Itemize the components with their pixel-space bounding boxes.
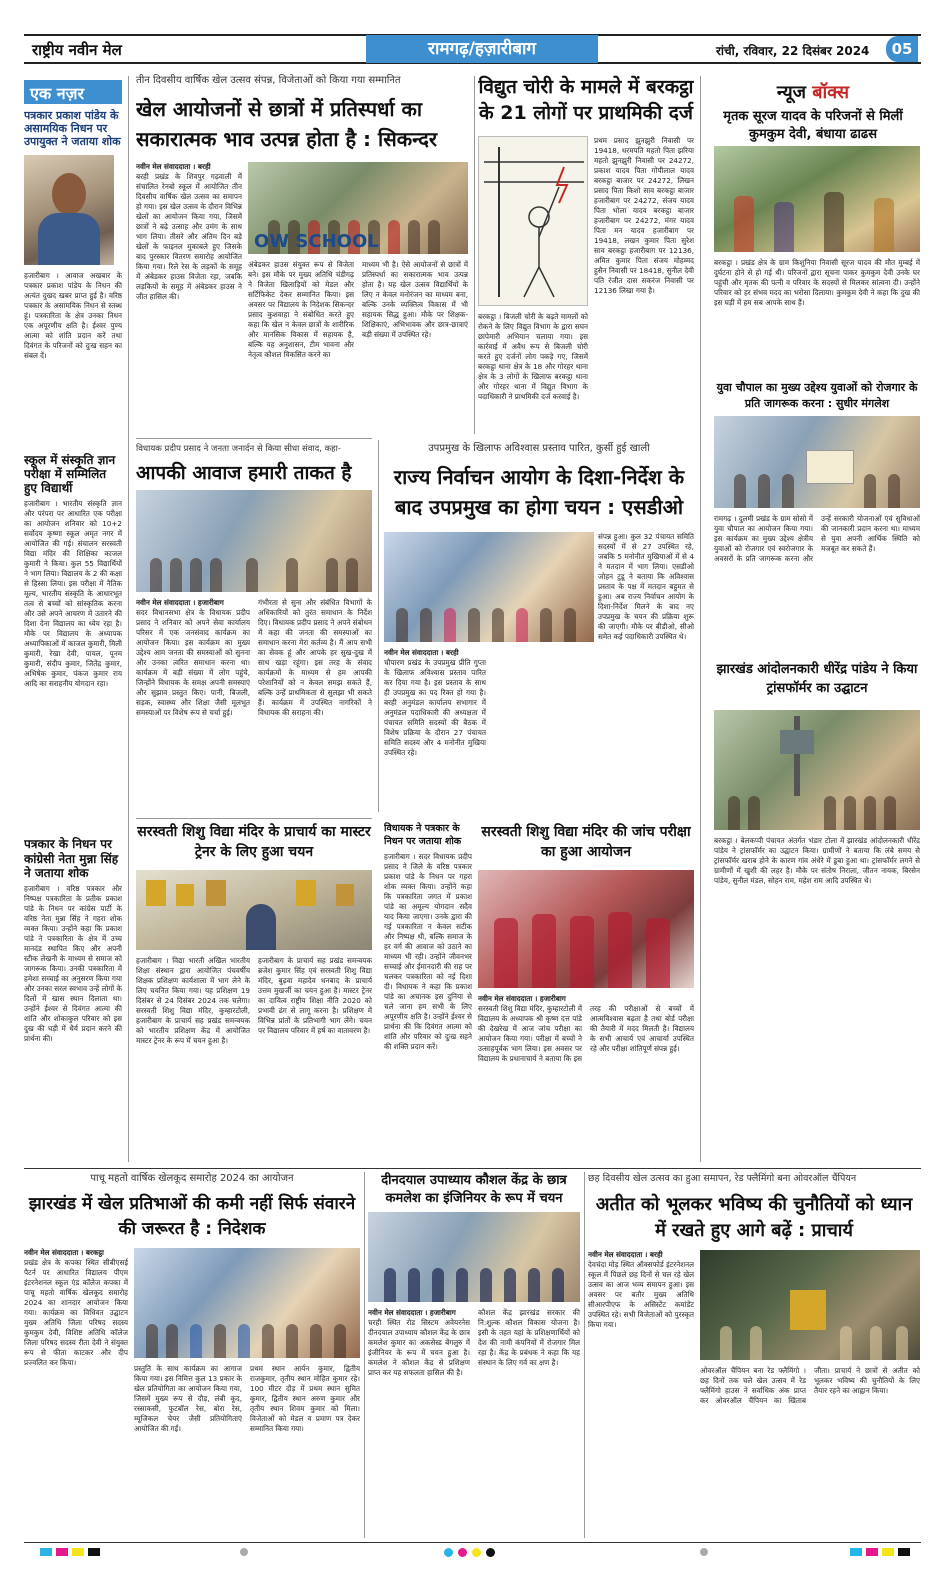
sports-body-1: बरही प्रखंड के शिवपुर गढ़वाली में संचालित रेनबो स्कूल में आयोजित तीन दिवसीय वार्षिक खेल उत्सव का समापन हो गया। इस खेल उत्सव के दौरान विभिन्न खेलों का आयोजन किया गया, जिसमें छात्रों ने बढ़े उत्साह और उमंग के साथ भाग लिया। तीसरे और अंतिम दिन बड़े खेलों के फाइनल मुकाबले हुए जिसके बाद पुरस्कार वितरण समारोह आयोजित किया गया। रिले रेस के लड़कों के समूह में अंबेडकर हाउस विजेता रहा, जबकि लड़कियों के समूह में अंबेडकर हाउस ने जीत हासिल की।: [136, 172, 242, 301]
saraswati1-headline: सरस्वती शिशु विद्या मंदिर के प्राचार्य का मास्टर ट्रेनर के लिए हुआ चयन: [137, 824, 371, 860]
column-divider: [128, 76, 129, 1162]
saraswati2-headline: सरस्वती शिशु विद्या मंदिर की जांच परीक्षा का हुआ आयोजन: [481, 824, 691, 860]
story3-body: हजारीबाग । वरिष्ठ पत्रकार और निष्पक्ष पत्रकारिता के प्रतीक प्रकाश पांडे के निधन पर कांग्रेस पार्टी के वरिष्ठ नेता मुन्ना सिंह ने गहरा शोक व्यक्त किया। उन्होंने कहा कि प्रकाश पांडे ने पत्रकारिता के क्षेत्र में उच्च मानदंड स्थापित किए और अपनी स्टीक लेखनी के माध्यम से समाज को जागरूक किया। उनकी पत्रकारिता में हमेशा सच्चाई का अनुसरण किया गया और उनका सरल स्वभाव उन्हें लोगों के दिलों में खास स्थान दिलाता था। उन्होंने ईश्वर से दिवंगत आत्मा की शांति और शोकाकुल परिवार को इस दुख की घड़ी में धैर्य प्रदान करने की प्रार्थना की।: [24, 883, 122, 1043]
election-body-2: संपन्न हुआ। कुल 32 पंचायत समिति सदस्यों में से 27 उपस्थित रहे, जबकि 5 मनोनीत मुखियाओं में से 4 ने मतदान में भाग लिया। एसडीओ जोहन टुडू ने बताया कि अविश्वास प्रस्ताव के पक्ष में मतदान बहुमत से हुआ। अब राज्य निर्वाचन आयोग के दिशा-निर्देश मिलने के बाद नए उपप्रमुख के चयन की प्रक्रिया शुरू की जाएगी। मौके पर बीडीओ, सीओ समेत कई पदाधिकारी उपस्थित थे।: [598, 532, 694, 641]
registration-dot: [458, 1548, 467, 1557]
story1-headline: पत्रकार प्रकाश पांडेय के असामयिक निधन पर उपायुक्त ने जताया शोक: [24, 109, 121, 148]
condolence-visit-photo: [714, 146, 920, 252]
bottom1-kicker: पाचू महतो वार्षिक खेलकूद समारोह 2024 का आयोजन: [90, 1173, 294, 1184]
journalist-portrait: [24, 155, 114, 265]
story2-body: हजारीबाग । भारतीय संस्कृति ज्ञान और परंपरा पर आधारित एक परीक्षा का आयोजन शनिवार को 10+2 सर्वोदय कृष्णा स्कूल अमृत नगर में आयोजित की गई। संचालन सरस्वती विद्या मंदिर की शिक्षिका काजल कुमारी ने किया। कुल 55 विद्यार्थियों ने भाग लिया। विद्यालय के 2 की कक्षा से हिस्सा लिया। इस परीक्षा में नैतिक मूल्य, भारतीय संस्कृति के आधारभूत तत्व से बच्चों को सांस्कृतिक करना और उसे अपने आचरण में उतारने की दिशा देना विद्यालय का ध्येय रहा है। मौके पर विद्यालय के अध्यापक अध्यापिकाओं में काजल कुमारी, मिली कुमारी, रेखा देवी, पायल, पूनम कुमारी, संदीप कुमार, जितेंद्र कुमार, अभिषेक कुमार, पंकज कुमार राय आदि का सराहनीय योगदान रहा।: [24, 499, 122, 689]
bottom1-headline: झारखंड में खेल प्रतिभाओं की कमी नहीं सिर्फ संवारने की जरूरत है : निदेशक: [28, 1194, 356, 1239]
newsbox-head3: झारखंड आंदोलनकारी धीरेंद्र पांडेय ने किया ट्रांसफॉर्मर का उद्घाटन: [716, 662, 918, 696]
page-number: 05: [886, 36, 918, 62]
registration-magenta: [866, 1548, 878, 1556]
column-divider: [378, 440, 379, 812]
bottom2-body-1: चरही स्थित रोड सिस्टम अवेयरनेस दीनदयाल उपाध्याय कौशल केंद्र के छात्र कमलेश कुमार का अकसेस्ड बेंगलुरु में इंजीनियर के रूप में चयन हुआ है। कमलेश ने कौशल केंद्र से प्रशिक्षण प्राप्त कर यह सफलता हासिल की है।: [368, 1318, 470, 1377]
bottom3-headline: अतीत को भूलकर भविष्य की चुनौतियों को ध्यान में रखते हुए आगे बढ़ें : प्राचार्य: [595, 1194, 913, 1241]
sports-ceremony-photo: [134, 1248, 360, 1358]
power-theft-story: [478, 74, 694, 434]
bottom1-body-3: प्रथम स्थान आर्यन कुमार, द्वितीय राजकुमार, तृतीय स्थान मोहित कुमार रहे। 100 मीटर दौड़ में प्रथम स्थान सुमित कुमार, द्वितीय स्थान अरुण कुमार और तृतीय स्थान शिवम कुमार को मिला। विजेताओं को मेडल व प्रमाण पत्र देकर सम्मानित किया गया।: [250, 1364, 360, 1433]
story1-body: हजारीबाग । आवाज अखबार के पत्रकार प्रकाश पांडेय के निधन की अत्यंत दुखद खबर प्राप्त हुई है। वरिष्ठ पत्रकार के असामयिक निधन से स्तब्ध हूं। पत्रकारिता के क्षेत्र उनका निधन एक अपूरणीय क्षति है। ईश्वर पुण्य आत्मा को शांति प्रदान करें तथा दिवंगत के परिजनों को दुःख सहन का संबल दें।: [24, 270, 122, 360]
sports-body-2: अंबेडकर हाउस संयुक्त रूप से विजेता बने। इस मौके पर मुख्य अतिथि चंडीगढ़ ने विजेता खिलाड़ियों को मेडल और सर्टिफिकेट देकर सम्मानित किया। इस अवसर पर विद्यालय के निदेशक सिकन्दर प्रसाद कुशवाहा ने संबोधित करते हुए कहा कि खेल न केवल छात्रों के शारीरिक और मानसिक विकास में सहायक है, बल्कि यह अनुशासन, टीम भावना और नेतृत्व कौशल विकसित करने का: [248, 260, 354, 359]
trophy-shelf-photo: [136, 870, 372, 950]
saraswati2-body: सरस्वती शिशु विद्या मंदिर, कुम्हारटोली में विद्यालय के अध्यापक श्री कृष्ण दत्त पांडे की देखरेख में आज जांच परीक्षा का आयोजन किया गया। परीक्षा में बच्चों ने उत्साहपूर्वक भाग लिया। इस अवसर पर विद्यालय के प्रधानाचार्य ने बताया कि इस तरह की परीक्षाओं से बच्चों में आत्मविश्वास बढ़ता है तथा बोर्ड परीक्षा की तैयारी में मदद मिलती है। विद्यालय के सभी आचार्य एवं आचार्या उपस्थित रहे और परीक्षा शांतिपूर्ण संपन्न हुई।: [478, 1004, 694, 1063]
election-byline: नवीन मेल संवाददाता । बरही: [384, 648, 459, 657]
sports-headline: खेल आयोजनों से छात्रों में प्रतिस्पर्धा का सकारात्मक भाव उत्पन्न होता है : सिकन्दर: [136, 97, 438, 151]
bottom3-kicker: छह दिवसीय खेल उत्सव का हुआ समापन, रेड फ्लैमिंगो बना ओवरऑल चैंपियन: [588, 1173, 857, 1184]
newspaper-brand: राष्ट्रीय नवीन मेल: [32, 41, 122, 59]
registration-yellow: [72, 1548, 84, 1556]
newsbox-body1: बरकट्ठा । प्रखंड क्षेत्र के ग्राम किशुनिया निवासी सूरज यादव की मौत मुम्बई में दुर्घटना होने से हो गई थी। परिजनों द्वारा सूचना पाकर कुमकुम देवी उनके घर पहुंची और मृतक की पत्नी व परिवार के सदस्यों से मिलकर सांत्वना दी। उन्होंने परिवार को हर संभव मदद का भरोसा दिलाया। कुमकुम देवी ने कहा कि दुख की इस घड़ी में हम सब आपके साथ हैं।: [714, 258, 920, 307]
election-kicker: उपप्रमुख के खिलाफ अविश्वास प्रस्ताव पारित, कुर्सी हुई खाली: [428, 443, 650, 454]
awaaz-photo: [136, 490, 372, 592]
column-divider: [474, 76, 475, 434]
section-divider: [24, 1168, 921, 1169]
sports-festival-story: [588, 1172, 920, 1538]
awaaz-kicker: विधायक प्रदीप प्रसाद ने जनता जनार्दन से किया सीधा संवाद, कहा-: [136, 444, 341, 454]
illustration-electric-theft: [478, 136, 588, 306]
awaaz-body-1: सदर विधानसभा क्षेत्र के विधायक प्रदीप प्रसाद ने शनिवार को अपने सेवा कार्यालय परिसर में एक जनसंवाद कार्यक्रम का आयोजन किया। इस कार्यक्रम का मुख्य उद्देश्य आम जनता की समस्याओं को सुनना और उनका त्वरित समाधान करना था। कार्यक्रम में बड़ी संख्या में लोग पहुंचे, जिन्होंने विधायक के समक्ष अपनी समस्याएं और सुझाव प्रस्तुत किए। पानी, बिजली, सड़क, स्वास्थ्य और शिक्षा जैसी मूलभूत समस्याओं पर विशेष रूप से चर्चा हुई।: [136, 608, 250, 717]
registration-dot: [700, 1548, 708, 1556]
power-body-1: बरकट्ठा । बिजली चोरी के बढ़ते मामलों को रोकने के लिए विद्युत विभाग के द्वारा सघन छापेमारी अभियान चलाया गया। इस कार्रवाई में अवैध रूप से बिजली चोरी करते हुए दर्जनों लोग पकड़े गए, जिसमें बरकट्ठा थाना क्षेत्र के 18 और गोरहर थाना क्षेत्र के 3 लोगों के खिलाफ बरकट्ठा थाना और गोरहर थाना में विद्युत विभाग के पदाधिकारी ने प्राथमिकी दर्ज करवाई है।: [478, 312, 588, 401]
registration-black: [898, 1548, 910, 1556]
bottom1-byline: नवीन मेल संवाददाता । बरकट्ठा: [24, 1248, 104, 1257]
bottom3-body-2: ओवरऑल चैंपियन बना रेड फ्लैमिंगो । छह दिनों तक चले खेल उत्सव में रेड फ्लैमिंगो हाउस ने सर्वाधिक अंक प्राप्त कर ओवरऑल चैंपियन का खिताब जीता। प्राचार्य ने छात्रों से अतीत को भूलकर भविष्य की चुनौतियों के लिए तैयार रहने का आह्वान किया।: [700, 1366, 920, 1405]
pylon-illustration-icon: [479, 137, 588, 306]
condolence-story: [384, 822, 472, 1160]
bottom2-byline: नवीन मेल संवाददाता । हजारीबाग: [368, 1308, 456, 1317]
newsbox-head1: मृतक सूरज यादव के परिजनों से मिलीं कुमकुम देवी, बंधाया ढाढस: [723, 109, 903, 142]
footer-rule: [24, 1542, 921, 1543]
saraswati1-body-1: हजारीबाग । विद्या भारती अखिल भारतीय शिक्षा संस्थान द्वारा आयोजित पंचवर्षीय शिक्षक प्रशिक्षण कार्यशाला में भाग लेने के लिए चयनित किया गया। यह प्रशिक्षण 19 दिसंबर से 24 दिसंबर 2024 तक चलेगा। सरस्वती शिशु विद्या मंदिर, कुम्हारटोली, हजारीबाग के प्राचार्य सह प्रखंड समन्वयक को भारतीय प्रशिक्षण केंद्र में आयोजित मास्टर ट्रेनर के रूप में चयन हुआ है।: [136, 956, 250, 1045]
election-story: [384, 442, 694, 812]
registration-cyan: [40, 1548, 52, 1556]
newsbox-body2: रामगढ़ । दुलमी प्रखंड के ग्राम सोसो में युवा चौपाल का आयोजन किया गया। इस कार्यक्रम का मुख्य उद्देश्य क्षेत्रीय युवाओं को रोजगार एवं स्वरोजगार के अवसरों के प्रति जागरूक करना और उन्हें सरकारी योजनाओं एवं सुविधाओं की जानकारी प्रदान करना था। माध्यम से युवा अपनी आर्थिक स्थिति को मजबूत कर सकते हैं।: [714, 514, 920, 563]
newsbox-body3: बरकट्ठा । बेलकप्पी पंचायत अंतर्गत भंडार टोला में झारखंड आंदोलनकारी धीरेंद्र पांडेय ने ट्रांसफॉर्मर का उद्घाटन किया। ग्रामीणों ने बताया कि लंबे समय से ट्रांसफॉर्मर खराब होने के कारण गांव अंधेरे में डूबा हुआ था। ट्रांसफॉर्मर लगने से ग्रामीणों में खुशी की लहर है। मौके पर संतोष निराला, जीतन नायक, बिरसेन पांडेय, सुनील मंडल, सोहन राम, महेश राम आदि उपस्थित थे।: [714, 836, 920, 885]
photo-banner-text: OW SCHOOL: [254, 231, 379, 252]
column-divider: [584, 1172, 585, 1538]
election-body-1: चौपारण प्रखंड के उपप्रमुख प्रीति गुप्ता के खिलाफ अविश्वास प्रस्ताव पारित कर दिया गया है। इस प्रस्ताव के साथ ही उपप्रमुख का पद रिक्त हो गया है। बरही अनुमंडल कार्यालय सभागार में अनुमंडल पदाधिकारी की अध्यक्षता में पंचायत समिति सदस्यों की बैठक में विशेष प्रक्रिया के दौरान 27 पंचायत समिति सदस्य और 4 मनोनीत मुखिया उपस्थित रहे।: [384, 658, 486, 757]
bottom2-headline: दीनदयाल उपाध्याय कौशल केंद्र के छात्र कमलेश का इंजिनियर के रूप में चयन: [381, 1173, 567, 1206]
power-headline: विद्युत चोरी के मामले में बरकट्ठा के 21 लोगों पर प्राथमिकी दर्ज: [478, 76, 694, 124]
skill-centre-photo: [368, 1212, 580, 1302]
transformer-inauguration-photo: [714, 710, 920, 830]
newsbox-head2: युवा चौपाल का मुख्य उद्देश्य युवाओं को रोजगार के प्रति जागरूक करना : सुधीर मंगलेश: [716, 381, 918, 410]
awaaz-story: [136, 442, 372, 812]
news-box-label-2: बॉक्स: [812, 82, 850, 103]
news-box-column: [706, 80, 920, 1162]
condolence-body: हजारीबाग । सदर विधायक प्रदीप प्रसाद ने जिले के वरिष्ठ पत्रकार प्रकाश पांडे के निधन पर गहरा शोक व्यक्त किया। उन्होंने कहा कि पत्रकारिता जगत में प्रकाश पांडे का अमूल्य योगदान सदैव याद किया जाएगा। उनके द्वारा की गई पत्रकारिता न केवल सटीक और निष्पक्ष थी, बल्कि समाज के हर वर्ग की आवाज को उठाने का माध्यम भी रही। उन्होंने जीवनभर सच्चाई और ईमानदारी की राह पर चलकर पत्रकारिता को नई दिशा दी। विधायक ने कहा कि प्रकाश पांडे का अचानक इस दुनिया से चले जाना हम सभी के लिए अपूरणीय क्षति है। उन्होंने ईश्वर से प्रार्थना की कि दिवंगत आत्मा को शांति और परिवार को दुःख सहने की शक्ति प्रदान करें।: [384, 852, 472, 1051]
column-divider: [364, 1172, 365, 1538]
story2-headline: स्कूल में संस्कृति ज्ञान परीक्षा में सम्मिलित हुए विद्यार्थी: [24, 452, 116, 496]
column-divider: [700, 76, 701, 1162]
section-label: रामगढ़/हज़ारीबाग: [366, 35, 598, 63]
awaaz-body-2: गंभीरता से सुना और संबंधित विभागों के अधिकारियों को तुरंत समाधान के निर्देश दिए। विधायक प्रदीप प्रसाद ने अपने संबोधन में कहा की जनता की समस्याओं का समाधान करना मेरा कर्तव्य है। मैं आप सभी का सेवक हूं और आपके हर सुख-दुख में साथ खड़ा रहूंगा। इस तरह के संवाद कार्यक्रमों के माध्यम से हम आपकी परेशानियों को न केवल समझ सकते हैं, बल्कि उन्हें प्राथमिकता से सुलझा भी सकते हैं। कार्यक्रम में उपस्थित नागरिकों ने विधायक की सराहना की।: [258, 598, 372, 717]
sports-byline: नवीन मेल संवाददाता । बरही: [136, 162, 211, 171]
sports-talent-story: [24, 1172, 360, 1538]
registration-dot: [472, 1548, 481, 1557]
awaaz-headline: आपकी आवाज हमारी ताकत है: [136, 462, 352, 484]
registration-dot: [240, 1548, 248, 1556]
registration-yellow: [882, 1548, 894, 1556]
registration-dot: [444, 1548, 453, 1557]
sports-story: [136, 74, 470, 432]
election-headline: राज्य निर्वाचन आयोग के दिशा-निर्देश के बाद उपप्रमुख का होगा चयन : एसडीओ: [393, 465, 685, 519]
saraswati1-body-2: हजारीबाग के प्राचार्य सह प्रखंड समन्वयक ब्रजेश कुमार सिंह एवं सरस्वती शिशु विद्या मंदिर, बुढ़वा महादेव धनबाद के प्राचार्य उत्तम मुखर्जी का चयन हुआ है। मास्टर ट्रेनर का दायित्व राष्ट्रीय शिक्षा नीति 2020 को प्रभावी ढंग से लागू करना है। प्रशिक्षण में विभिन्न प्रांतों के प्रतिभागी भाग लेंगे। चयन पर विद्यालय परिवार में हर्ष का वातावरण है।: [258, 956, 372, 1035]
saraswati-exam-story: [478, 822, 694, 1160]
award-ceremony-photo: [700, 1250, 920, 1360]
section-divider: [136, 438, 372, 439]
dateline: रांची, रविवार, 22 दिसंबर 2024: [716, 44, 870, 58]
news-box-label: [706, 80, 920, 104]
bottom1-body-1: प्रखंड क्षेत्र के कपका स्थित सीबीएसई पैटर्न पर आधारित विद्यालय पीएम इंटरनेशनल स्कूल एंड कॉलेज कपका में पाचू महतो वार्षिक खेलकूद समारोह 2024 का शानदार आयोजन किया गया। कार्यक्रम का विधिवत उद्घाटन मुख्य अतिथि जिला परिषद सदस्य कुमकुम देवी, विशिष्ट अतिथि कॉलेज जिला परिषद सदस्य रीता देवी ने संयुक्त रूप से फीता काटकर और दीप प्रज्वलित कर किया।: [24, 1258, 128, 1367]
sports-body-3: माध्यम भी है। ऐसे आयोजनों से छात्रों में प्रतिस्पर्धा का सकारात्मक भाव उत्पन्न होता है। यह खेल उत्सव विद्यार्थियों के लिए न केवल मनोरंजन का माध्यम बना, बल्कि उनके व्यक्तित्व विकास में भी सहायक सिद्ध हुआ। मौके पर शिक्षक-शिक्षिकाएं, अभिभावक और छात्र-छात्राएं बड़ी संख्या में उपस्थित रहे।: [362, 260, 468, 339]
power-body-2: प्रथम प्रसाद झुनझुरी निवासी पर 19418, धरमपति महतो पिता झरिया महतो झुनझुरी निवासी पर 24272, प्रकाश यादव पिता गोपीलाल यादव बरकट्ठा बाजार पर 24272, लिखन प्रसाद पिता किशो साव बरकट्ठा बाजार हजारीबाग पर 24272, संजय यादव पिता भोला यादव बरकट्ठा बाजार हजारीबाग पर 24272, मंगर यादव पिता मन यादव हजारीबाग पर 19418, लखन कुमार पिता सुरेश साव बरकट्ठा हजारीबाग पर 12136, अमित कुमार पिता संजय मोहम्मद हुसैन निवासी पर 18418, सुनील देवी पति रंजीत दास सकरंज निवासी पर 12136 लिखा गया है।: [594, 136, 694, 295]
bottom3-body-1: देवचंदा मोड़ स्थित ऑक्सफोर्ड इंटरनेशनल स्कूल में पिछले छह दिनों से चल रहे खेल उत्सव का आज भव्य समापन हुआ। इस अवसर पर बतौर मुख्य अतिथि सीआरपीएफ के असिस्टेंट कमांडेंट उपस्थित रहे। सभी विजेताओं को पुरस्कृत किया गया।: [588, 1260, 694, 1329]
youth-chaupal-photo: [714, 416, 920, 508]
bottom3-byline: नवीन मेल संवाददाता । बरही: [588, 1250, 663, 1259]
bottom1-body-2: प्रस्तुति के साथ कार्यक्रम का आगाज किया गया। इस निमित्त कुल 13 प्रकार के खेल प्रतियोगिता का आयोजन किया गया, जिसमें मुख्य रूप से दौड़, लंबी कूद, रस्साकसी, फुटबॉल रेस, बोरा रेस, म्यूजिकल चेयर जैसी प्रतियोगिताएं आयोजित की गईं।: [134, 1364, 242, 1433]
registration-dot: [486, 1548, 495, 1557]
news-box-label-1: न्यूज: [776, 82, 806, 103]
sports-photo: [248, 162, 468, 254]
election-photo: [384, 532, 594, 642]
students-exam-photo: [478, 870, 694, 988]
bottom2-body-2: कौशल केंद्र झारखंड सरकार की नि:शुल्क कौशल विकास योजना है। इसी के तहत यहां के प्रशिक्षणार्थियों को देश की नामी कंपनियों में रोजगार मिल रहा है। केंद्र के प्रबंधक ने कहा कि यह संस्थान के लिए गर्व का क्षण है।: [478, 1308, 580, 1367]
registration-magenta: [56, 1548, 68, 1556]
saraswati2-byline: नवीन मेल संवाददाता । हजारीबाग: [478, 994, 566, 1003]
skill-centre-story: [368, 1172, 580, 1538]
awaaz-byline: नवीन मेल संवाददाता । हजारीबाग: [136, 598, 224, 607]
registration-black: [88, 1548, 100, 1556]
ek-nazar-column: [24, 80, 122, 1158]
section-divider: [136, 818, 372, 819]
registration-cyan: [850, 1548, 862, 1556]
ek-nazar-label: एक नज़र: [24, 80, 122, 104]
story3-headline: पत्रकार के निधन पर कांग्रेसी नेता मुन्ना सिंह ने जताया शोक: [24, 837, 119, 880]
sports-kicker: तीन दिवसीय वार्षिक खेल उत्सव संपन्न, विजेताओं को किया गया सम्मानित: [136, 75, 401, 86]
condolence-headline: विधायक ने पत्रकार के निधन पर जताया शोक: [384, 823, 462, 847]
saraswati-master-trainer-story: [136, 822, 372, 1160]
